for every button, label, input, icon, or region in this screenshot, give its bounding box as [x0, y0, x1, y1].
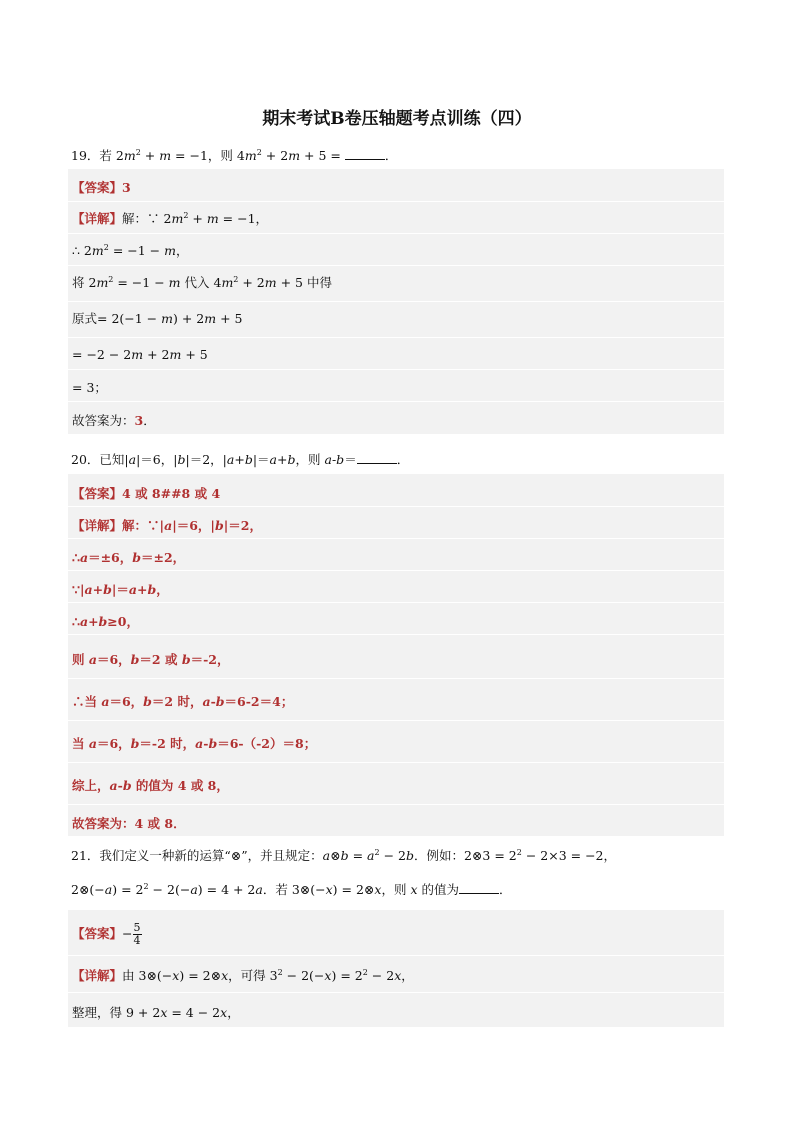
answer-line: 【答案】3 — [72, 180, 131, 195]
question-20-stem: 20．已知|a|＝6，|b|＝2，|a+b|＝a+b，则 a-b＝ ． — [71, 452, 410, 467]
question-21-stem-line-2: 2⊗(−a) = $2^2 - 2(-a) = 4 + 2a$．若 3⊗(−x) = 2⊗x，则 x 的值为 ． — [71, 881, 512, 897]
detail-line-2: 整理，得 9 + 2x = 4 − 2x， — [72, 1005, 240, 1020]
detail-line-6: ∴当 a＝6，b＝2 时，a-b＝6-2＝4； — [72, 694, 294, 709]
question-19-stem: 19．若 $2m^2 + m = -1$，则 $4m^2 + 2m + 5$ = ． — [71, 147, 398, 163]
question-20-solution-box — [68, 474, 724, 836]
detail-line-5: 则 a＝6，b＝2 或 b＝-2， — [72, 652, 230, 667]
detail-line-3: 将 $2m^2 = -1 - m$ 代入 $4m^2 + 2m + 5$ 中得 — [72, 274, 332, 290]
detail-line-4: 原式= 2(−1 − m) + 2m + 5 — [72, 311, 243, 326]
question-21-stem-line-1: 21．我们定义一种新的运算“⊗”，并且规定：a⊗b = $a^2 - 2b$．例如：2⊗3 = $2^2 - 2\times 3 = -2$， — [71, 847, 616, 863]
detail-line-2: ∴ $2m^2 = -1 - m$， — [72, 242, 189, 258]
detail-line-1: 【详解】解：∵|a|＝6，|b|＝2， — [72, 518, 262, 533]
answer-line: 【答案】4 或 8##8 或 4 — [72, 486, 221, 501]
detail-line-9: 故答案为：4 或 8． — [72, 816, 186, 831]
detail-line-8: 综上，a-b 的值为 4 或 8， — [72, 778, 229, 793]
detail-line-4: ∴a+b≥0， — [72, 614, 139, 629]
question-21-solution-box — [68, 910, 724, 1027]
answer-line: 【答案】− $\frac{5}{4}$ — [72, 921, 141, 947]
detail-line-1: 【详解】解：∵ $2m^2 + m = -1$， — [72, 210, 269, 226]
detail-line-3: ∵|a+b|＝a+b， — [72, 582, 169, 597]
page-title: 期末考试B卷压轴题考点训练（四） — [262, 109, 532, 129]
answer-fraction: $\frac{5}{4}$ — [133, 921, 141, 947]
detail-line-7: 当 a＝6，b＝-2 时，a-b＝6-（-2）＝8； — [72, 736, 317, 751]
detail-line-5: = −2 − 2m + 2m + 5 — [72, 347, 208, 362]
detail-line-6: = 3； — [72, 380, 107, 395]
answer-value: 3 — [122, 180, 131, 195]
answer-value: 4 或 8##8 或 4 — [122, 486, 221, 501]
detail-line-2: ∴a＝±6，b＝±2， — [72, 550, 186, 565]
detail-line-1: 【详解】由 3⊗(−x) = 2⊗x，可得 $3^2 - 2(-x) = 2^2 - 2x$， — [72, 967, 414, 983]
question-19-solution-box — [68, 169, 724, 434]
detail-line-7: 故答案为：3． — [72, 413, 156, 428]
